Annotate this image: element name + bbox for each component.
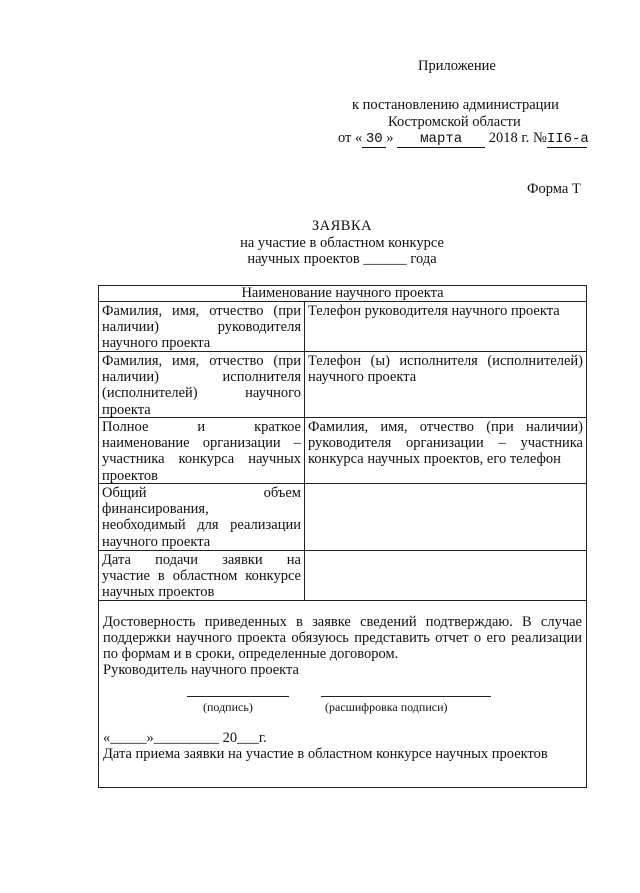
cell-text: Телефон (ы) исполнителя (исполнителей) — [308, 353, 583, 369]
cell-text: наличии) руководителя — [102, 319, 301, 336]
cell-text: научного проекта — [308, 369, 417, 386]
submission-date-value-cell[interactable] — [305, 551, 586, 600]
cell-text: научного проекта — [102, 533, 211, 550]
submission-date-label-cell — [99, 551, 305, 600]
cell-text: научных проектов — [102, 584, 215, 601]
date-month: марта — [397, 132, 485, 148]
cell-text: конкурса научных проектов, его телефон — [308, 451, 561, 468]
confirmation-block — [99, 601, 586, 787]
resolution-line: к постановлению администрации — [352, 97, 559, 113]
region-line: Костромской области — [388, 114, 521, 130]
cell-text: Дата подачи заявки на — [102, 552, 301, 568]
cell-text: Полное и краткое — [102, 419, 301, 435]
appendix-label: Приложение — [418, 58, 496, 74]
cell-text: финансирования, — [102, 501, 209, 518]
cell-text: руководителя организации – участника — [308, 435, 583, 452]
table-row — [99, 418, 586, 484]
cell-text: участие в областном конкурсе — [102, 568, 301, 585]
cell-text: участника конкурса научных — [102, 451, 301, 468]
table-row — [99, 484, 586, 551]
decoding-caption: (расшифровка подписи) — [325, 700, 448, 714]
cell-text: научного проекта — [102, 335, 211, 352]
application-table — [98, 285, 587, 788]
cell-text: проекта — [102, 401, 151, 418]
funding-label-cell — [99, 484, 305, 550]
resolution-date-line — [338, 130, 587, 148]
date-year: 2018 г. № — [488, 130, 547, 146]
date-day: 30 — [362, 132, 386, 148]
form-label: Форма Т — [527, 181, 581, 197]
cell-text: Фамилия, имя, отчество (при — [102, 303, 301, 319]
organization-head-cell[interactable] — [305, 418, 586, 483]
leader-phone-cell[interactable] — [305, 302, 586, 351]
receipt-date-line: Дата приема заявки на участие в областном конкурсе научных проектов — [103, 746, 548, 762]
date-mid: » — [386, 130, 394, 146]
cell-text: Телефон руководителя научного проекта — [308, 303, 560, 319]
project-name-header-row — [99, 286, 586, 302]
document-title: ЗАЯВКА — [311, 218, 373, 234]
leader-name-cell[interactable] — [99, 302, 305, 351]
confirmation-line-1: Достоверность приведенных в заявке сведений подтверждаю. В случае — [103, 614, 582, 630]
date-prefix: от « — [338, 130, 363, 146]
signature-caption: (подпись) — [203, 700, 253, 714]
document-subtitle-2: научных проектов ______ года — [247, 251, 437, 267]
cell-text: (исполнителей) научного — [102, 385, 301, 402]
cell-text: наименование организации – — [102, 435, 301, 452]
confirmation-line-3: по формам и в сроки, определенные договором. — [103, 646, 399, 662]
cell-text: Общий объем — [102, 485, 301, 501]
date-blank[interactable]: «_____»_________ 20___г. — [103, 730, 267, 746]
confirmation-line-2: поддержки научного проекта обязуюсь представить отчет о его реализации — [103, 630, 582, 646]
document-subtitle-1: на участие в областном конкурсе — [240, 235, 444, 251]
table-row — [99, 352, 586, 418]
table-row — [99, 302, 586, 352]
signature-line[interactable] — [187, 696, 289, 697]
cell-text: необходимый для реализации — [102, 517, 301, 534]
funding-value-cell[interactable] — [305, 484, 586, 550]
project-name-header: Наименование научного проекта — [241, 285, 444, 301]
table-row — [99, 551, 586, 601]
organization-name-cell[interactable] — [99, 418, 305, 483]
resolution-number: II6-а — [546, 131, 589, 147]
executor-name-cell[interactable] — [99, 352, 305, 417]
cell-text: Фамилия, имя, отчество (при — [102, 353, 301, 369]
cell-text: проектов — [102, 467, 158, 484]
executor-phone-cell[interactable] — [305, 352, 586, 417]
leader-label: Руководитель научного проекта — [103, 662, 299, 678]
signature-decoding-line[interactable] — [321, 696, 491, 697]
cell-text: наличии) исполнителя — [102, 369, 301, 386]
cell-text: Фамилия, имя, отчество (при наличии) — [308, 419, 583, 435]
